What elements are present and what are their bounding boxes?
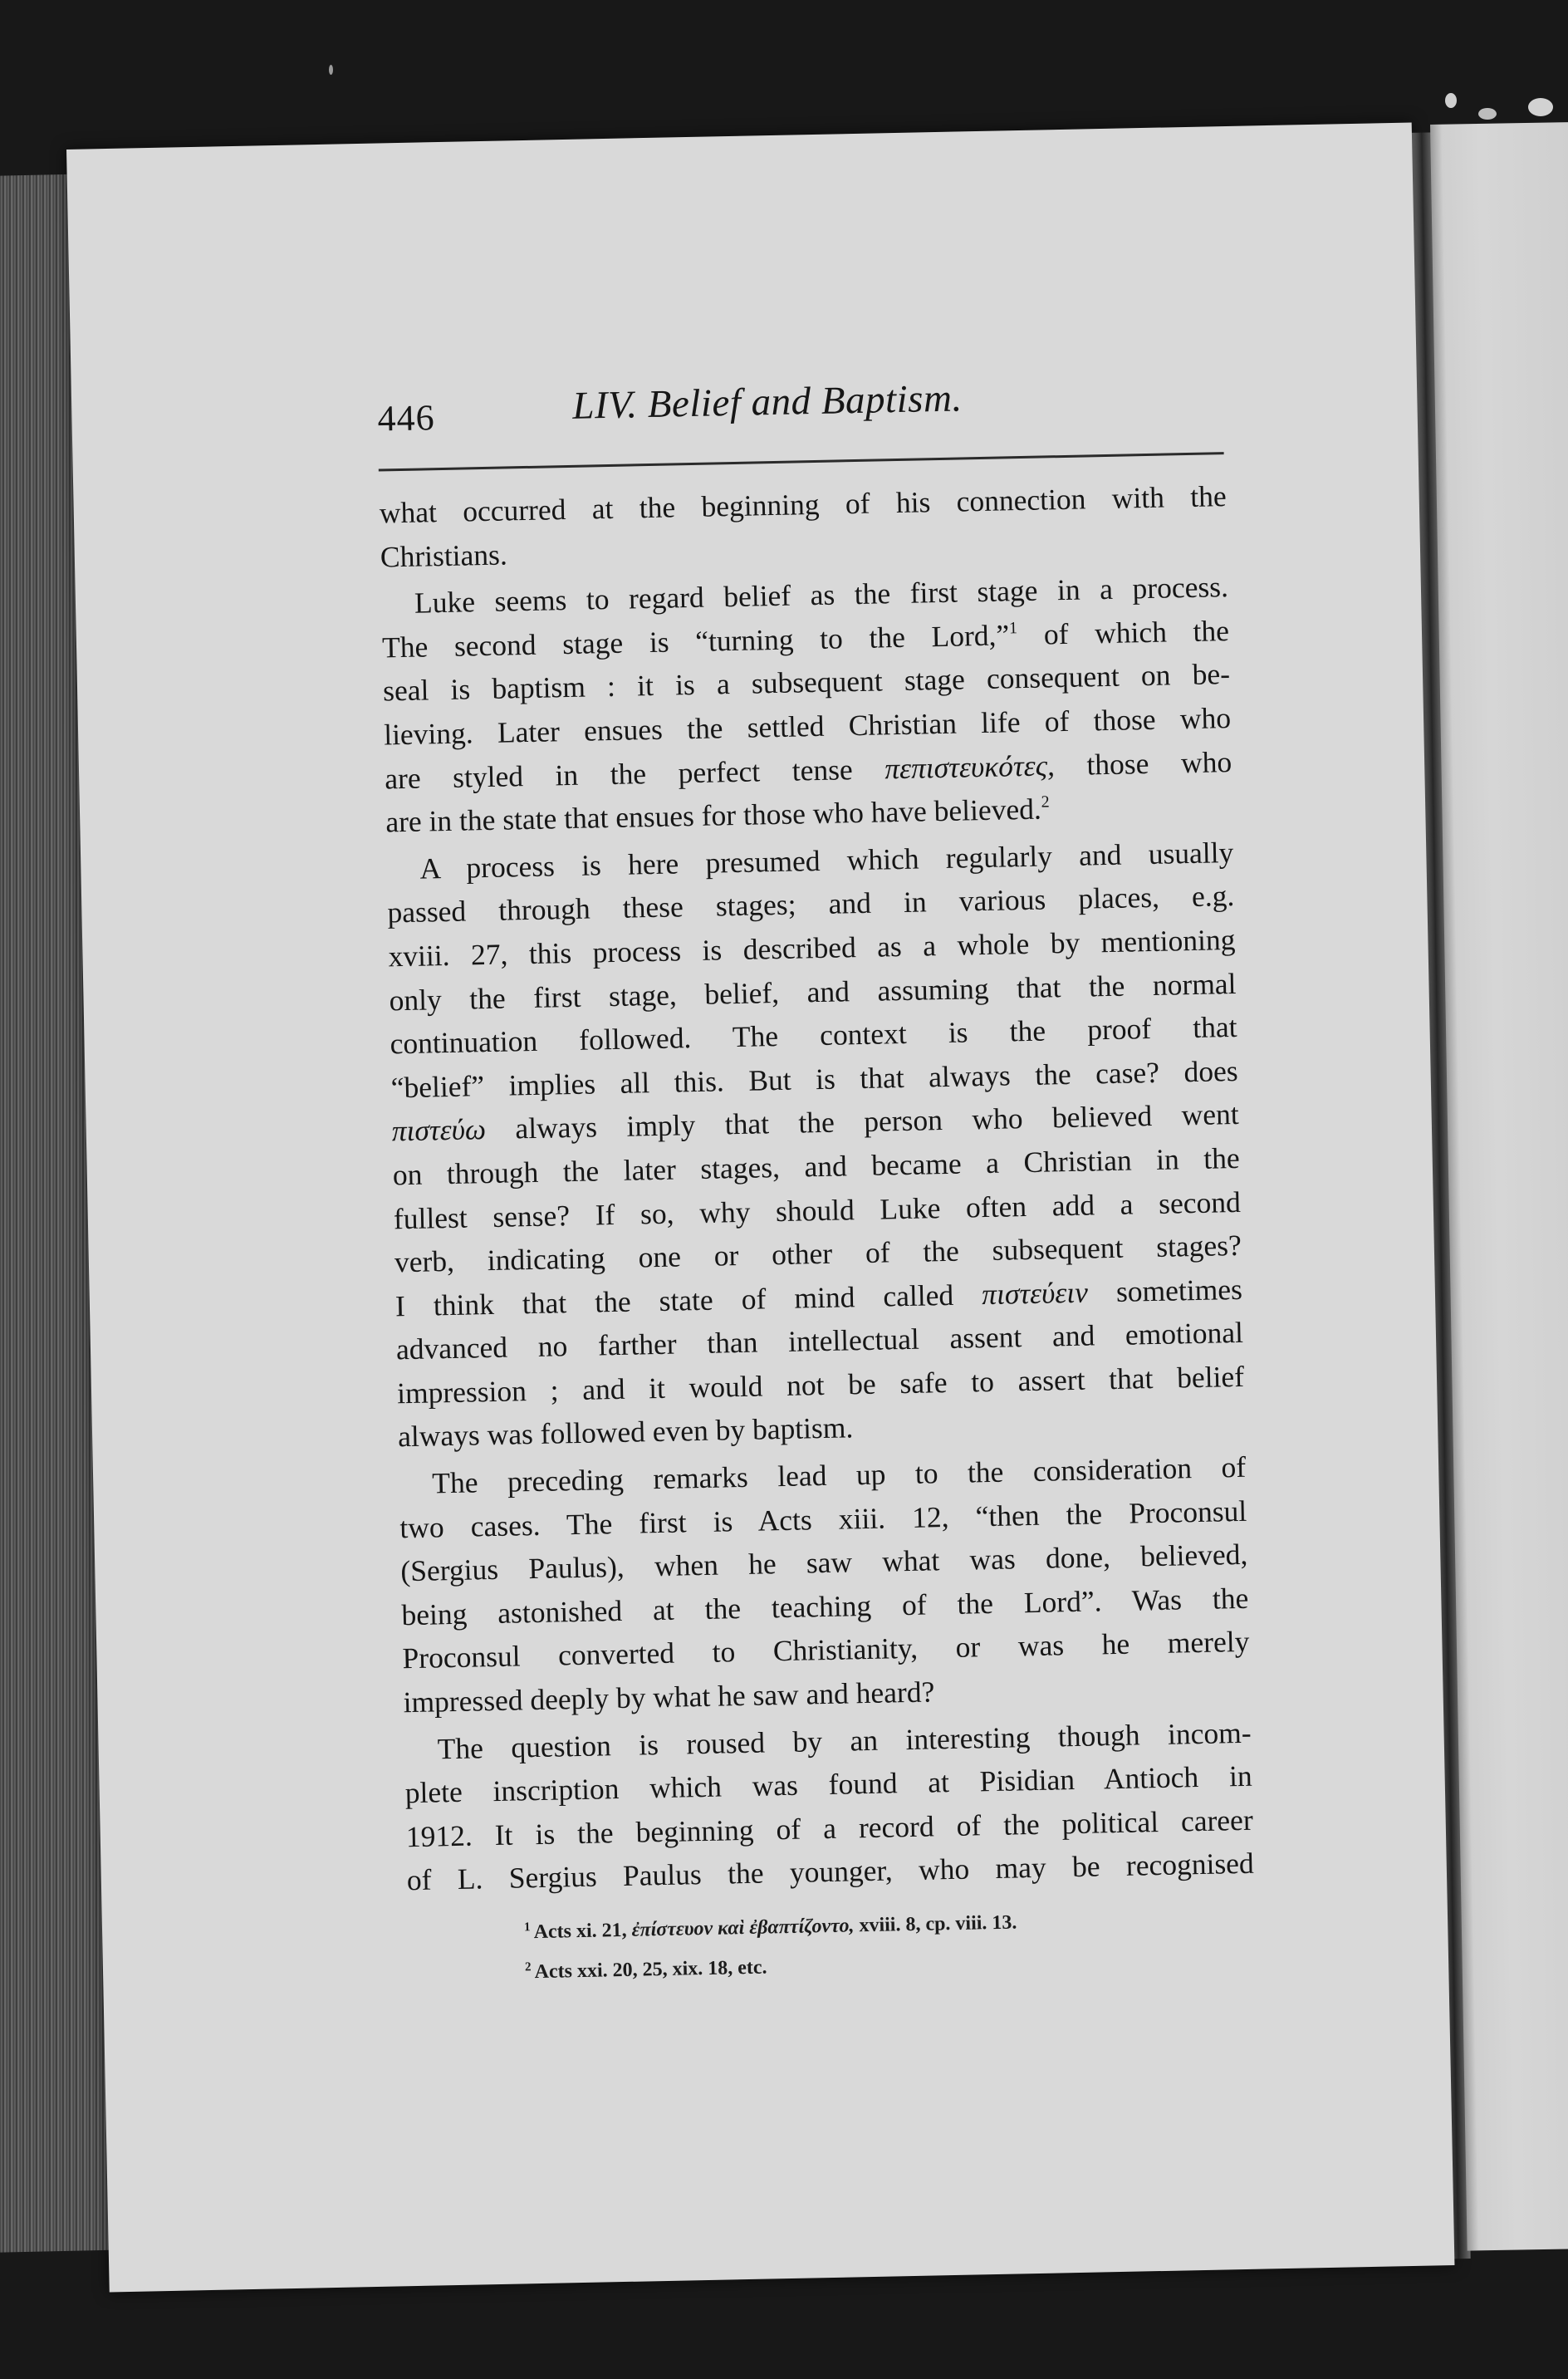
text-fragment: The second stage is “turning to the Lord,” [381, 618, 1010, 665]
footnote-text: Acts xxi. 20, 25, xix. 18, etc. [534, 1956, 767, 1984]
footnote-text: Acts xi. 21, [533, 1919, 632, 1944]
page-header [377, 367, 1226, 459]
text-line: The preceding remarks lead up to the consideration of [431, 1449, 1247, 1500]
text-line: (Sergius Paulus), when he saw what was done, believed, [400, 1538, 1248, 1588]
greek-word: πιστεύω [391, 1112, 487, 1148]
text-line: only the first stage, belief, and assuming that the normal [389, 966, 1237, 1017]
page-number: 446 [377, 397, 436, 439]
text-fragment: are styled in the perfect tense [384, 752, 854, 796]
text-fragment: those who [1054, 744, 1232, 782]
text-line: Christians. [380, 537, 508, 574]
text-line: continuation followed. The context is the proof that [390, 1010, 1237, 1061]
text-line: “belief” implies all this. But is that always the case? does [390, 1053, 1238, 1105]
text-line: of L. Sergius Paulus the younger, who may be recognised [406, 1847, 1255, 1897]
scan-speck [1445, 93, 1457, 108]
text-block [377, 367, 1257, 1992]
text-line: lieving. Later ensues the settled Christian life of those who [383, 700, 1232, 752]
footnotes [408, 1896, 1257, 1992]
footnote-marker: 2 [1041, 792, 1050, 812]
text-line: two cases. The first is Acts xiii. 12, “then the Proconsul [399, 1494, 1247, 1544]
footnote-number: 1 [523, 1920, 531, 1935]
text-line: Luke seems to regard belief as the first stage in a process. [414, 570, 1229, 620]
text-line: impression ; and it would not be safe to assert that belief [396, 1359, 1245, 1410]
paragraph-4 [399, 1445, 1251, 1724]
text-line: being astonished at the teaching of the Lord”. Was the [401, 1581, 1249, 1632]
greek-word: πεπιστευκότες, [884, 748, 1056, 785]
text-line: xviii. 27, this process is described as a whole by mentioning [388, 922, 1236, 974]
greek-word: πιστεύειν [981, 1275, 1089, 1311]
running-head: LIV. Belief and Baptism. [571, 376, 963, 428]
text-line: on through the later stages, and became a Christian in the [392, 1140, 1241, 1192]
text-line: A process is here presumed which regularly and usually [419, 835, 1234, 885]
paragraph-2 [381, 565, 1233, 844]
text-fragment: always imply that the person who believed went [515, 1097, 1239, 1145]
text-line: always was followed even by baptism. [397, 1410, 854, 1454]
text-fragment: are in the state that ensues for those who have believed. [385, 792, 1042, 839]
text-line: verb, indicating one or other of the subsequent stages? [394, 1228, 1242, 1279]
paragraph-5 [404, 1710, 1254, 1902]
scan-speck [1528, 98, 1553, 116]
text-line: Proconsul converted to Christianity, or was he merely [402, 1625, 1250, 1675]
paragraph-3 [386, 831, 1246, 1459]
text-line: advanced no farther than intellectual assent and emotional [395, 1316, 1244, 1366]
book-page [66, 122, 1454, 2292]
text-line: The question is roused by an interesting though incom- [437, 1715, 1252, 1766]
text-line: what occurred at the beginning of his connection with the [379, 479, 1227, 530]
text-line: impressed deeply by what he saw and heard? [403, 1675, 935, 1719]
footnote-text: xviii. 8, cp. viii. 13. [854, 1911, 1017, 1937]
text-fragment: I think that the state of mind called [394, 1278, 954, 1323]
footnote-marker: 1 [1008, 618, 1018, 638]
text-fragment: sometimes [1087, 1272, 1243, 1309]
footnote-greek: ἐπίστευον καὶ ἐβαπτίζοντο, [631, 1915, 855, 1941]
scan-speck [329, 65, 333, 75]
scan-speck [1478, 108, 1497, 120]
text-line: plete inscription which was found at Pisidian Antioch in [404, 1758, 1252, 1810]
text-line: 1912. It is the beginning of a record of the political career [405, 1803, 1254, 1854]
text-fragment: of which the [1017, 613, 1230, 651]
text-line: passed through these stages; and in various places, e.g. [387, 879, 1235, 930]
paragraph-1 [379, 474, 1227, 579]
footnote-number: 2 [524, 1960, 532, 1974]
text-line: fullest sense? If so, why should Luke often add a second [393, 1185, 1242, 1235]
text-line: seal is baptism : it is a subsequent stage consequent on be- [382, 657, 1231, 708]
